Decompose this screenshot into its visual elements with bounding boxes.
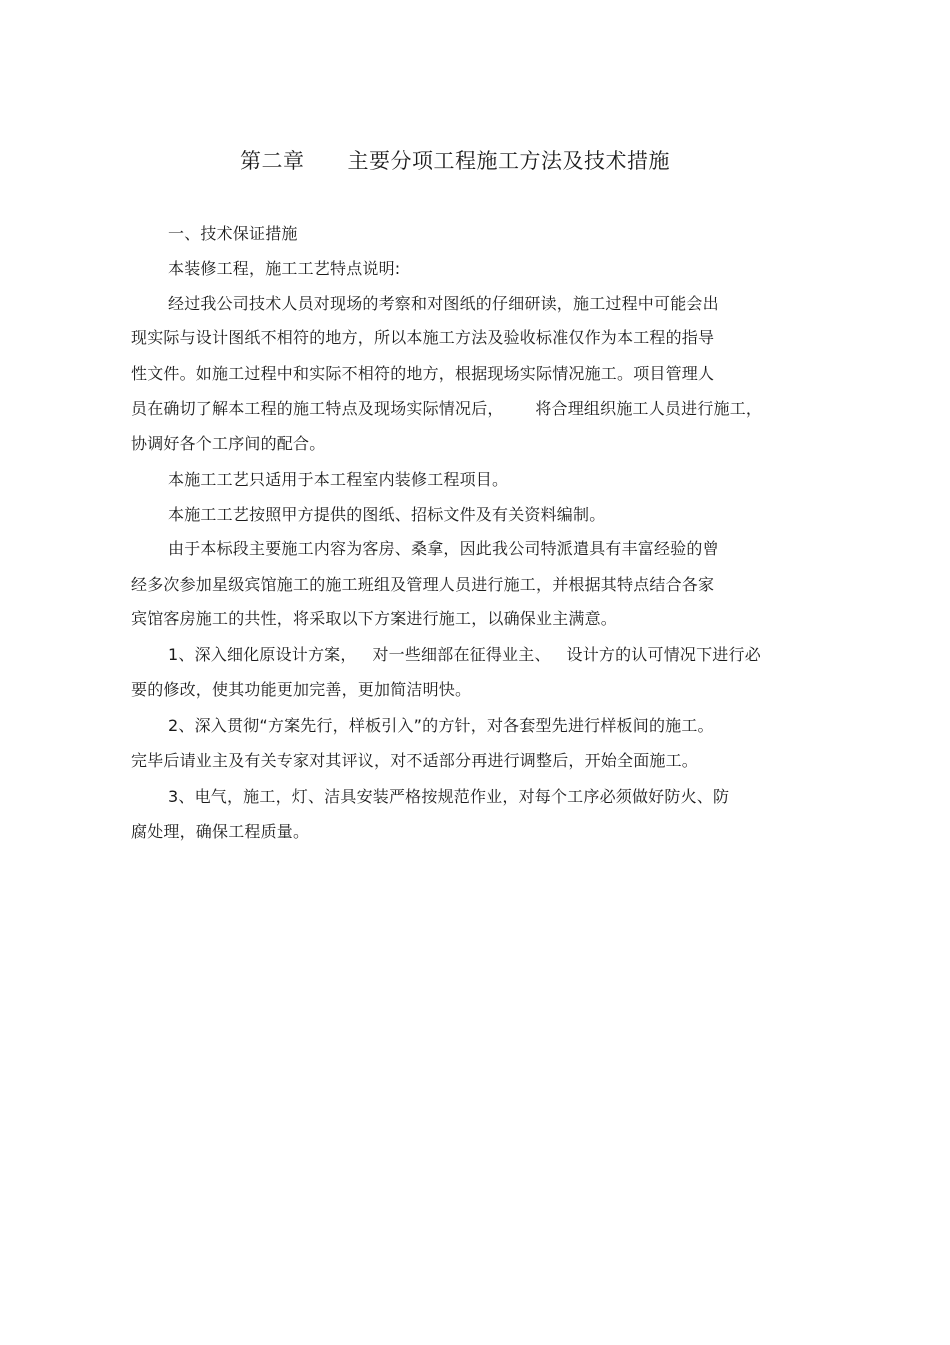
paragraph-line: 员在确切了解本工程的施工特点及现场实际情况后， 将合理组织施工人员进行施工， [131, 399, 763, 418]
paragraph-line: 本施工工艺只适用于本工程室内装修工程项目。 [168, 470, 509, 489]
paragraph-line: 经多次参加星级宾馆施工的施工班组及管理人员进行施工，并根据其特点结合各家 [131, 575, 715, 594]
paragraph-line: 由于本标段主要施工内容为客房、桑拿，因此我公司特派遣具有丰富经验的曾 [168, 539, 719, 558]
paragraph-line: 现实际与设计图纸不相符的地方，所以本施工方法及验收标准仅作为本工程的指导 [131, 328, 715, 347]
paragraph-line: 完毕后请业主及有关专家对其评议，对不适部分再进行调整后，开始全面施工。 [131, 751, 699, 770]
paragraph-line: 协调好各个工序间的配合。 [131, 434, 326, 453]
paragraph-line: 要的修改，使其功能更加完善，更加简洁明快。 [131, 680, 472, 699]
section-heading: 一、技术保证措施 [168, 224, 298, 243]
paragraph-line: 3、电气，施工，灯、洁具安装严格按规范作业，对每个工序必须做好防火、防 [168, 787, 730, 806]
paragraph-line: 1、深入细化原设计方案， 对一些细部在征得业主、 设计方的认可情况下进行必 [168, 645, 761, 664]
paragraph-line: 本装修工程，施工工艺特点说明: [168, 259, 401, 278]
paragraph-line: 腐处理，确保工程质量。 [131, 822, 310, 841]
paragraph-line: 宾馆客房施工的共性，将采取以下方案进行施工，以确保业主满意。 [131, 609, 618, 628]
paragraph-line: 本施工工艺按照甲方提供的图纸、招标文件及有关资料编制。 [168, 505, 606, 524]
chapter-title: 第二章 主要分项工程施工方法及技术措施 [239, 149, 671, 173]
paragraph-line: 经过我公司技术人员对现场的考察和对图纸的仔细研读，施工过程中可能会出 [168, 294, 719, 313]
paragraph-line: 2、深入贯彻“方案先行，样板引入”的方针，对各套型先进行样板间的施工。 [168, 716, 714, 735]
paragraph-line: 性文件。如施工过程中和实际不相符的地方，根据现场实际情况施工。项目管理人 [131, 364, 715, 383]
